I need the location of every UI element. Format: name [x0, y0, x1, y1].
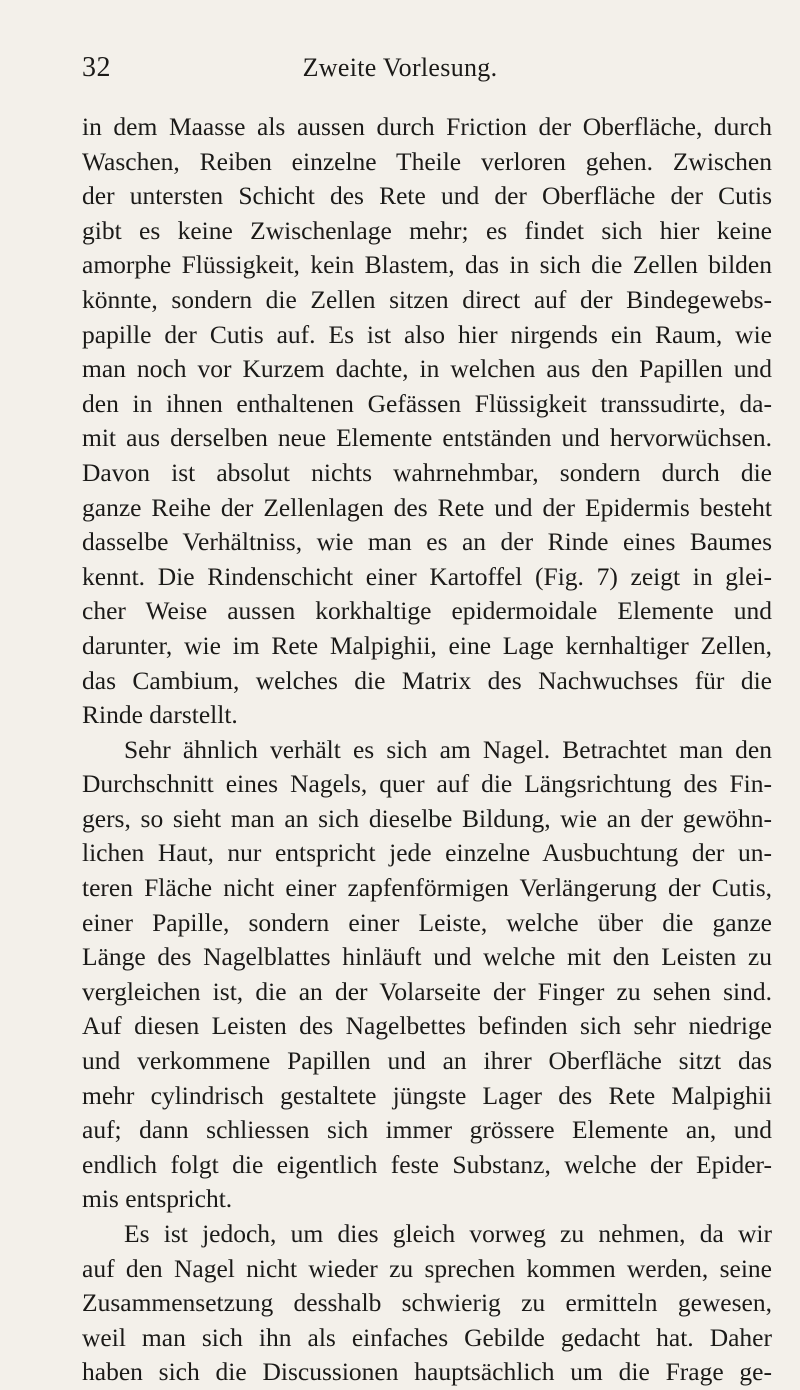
- text-line: den in ihnen enthaltenen Gefässen Flüssigkeit transsudirte, da-: [82, 388, 772, 418]
- text-line: papille der Cutis auf. Es ist also hier nirgends ein Raum, wie: [82, 319, 772, 349]
- text-line: in dem Maasse als aussen durch Friction der Oberfläche, durch: [82, 112, 772, 141]
- text-line: auf; dann schliessen sich immer grössere Elemente an, und: [82, 1115, 772, 1145]
- text-line: das Cambium, welches die Matrix des Nachwuchses für die: [82, 665, 772, 695]
- text-line: weil man sich ihn als einfaches Gebilde gedacht hat. Daher: [82, 1322, 772, 1352]
- text-line: könnte, sondern die Zellen sitzen direct auf der Bindegewebs-: [82, 284, 772, 314]
- text-line: lichen Haut, nur entspricht jede einzelne Ausbuchtung der un-: [82, 838, 772, 868]
- text-line: mit aus derselben neue Elemente entständen und hervorwüchsen.: [82, 423, 772, 453]
- text-line: Davon ist absolut nichts wahrnehmbar, sondern durch die: [82, 457, 772, 487]
- text-line: Sehr ähnlich verhält es sich am Nagel. Betrachtet man den: [124, 734, 772, 764]
- text-line: darunter, wie im Rete Malpighii, eine Lage kernhaltiger Zellen,: [82, 630, 772, 660]
- text-line: vergleichen ist, die an der Volarseite der Finger zu sehen sind.: [82, 976, 772, 1006]
- text-line: Es ist jedoch, um dies gleich vorweg zu nehmen, da wir: [124, 1219, 772, 1248]
- text-line: Zusammensetzung desshalb schwierig zu ermitteln gewesen,: [82, 1288, 772, 1318]
- text-line: man noch vor Kurzem dachte, in welchen aus den Papillen und: [82, 354, 772, 384]
- text-line: der untersten Schicht des Rete und der Oberfläche der Cutis: [82, 181, 772, 211]
- text-line: ganze Reihe der Zellenlagen des Rete und der Epidermis besteht: [82, 492, 772, 522]
- text-line: teren Fläche nicht einer zapfenförmigen Verlängerung der Cutis,: [82, 873, 772, 903]
- text-line: Durchschnitt eines Nagels, quer auf die Längsrichtung des Fin-: [82, 769, 772, 799]
- text-line: kennt. Die Rindenschicht einer Kartoffel (Fig. 7) zeigt in glei-: [82, 561, 772, 591]
- text-line: amorphe Flüssigkeit, kein Blastem, das in sich die Zellen bilden: [82, 250, 772, 280]
- text-line: dasselbe Verhältniss, wie man es an der Rinde eines Baumes: [82, 527, 772, 557]
- text-line: mehr cylindrisch gestaltete jüngste Lager des Rete Malpighii: [82, 1080, 772, 1110]
- text-line: Länge des Nagelblattes hinläuft und welche mit den Leisten zu: [82, 942, 772, 972]
- text-line: endlich folgt die eigentlich feste Substanz, welche der Epider-: [82, 1149, 772, 1179]
- text-line: mis entspricht.: [82, 1184, 233, 1214]
- page-number: 32: [82, 52, 111, 83]
- page-header: [0, 50, 800, 90]
- text-line: einer Papille, sondern einer Leiste, welche über die ganze: [82, 907, 772, 937]
- text-line: gers, so sieht man an sich dieselbe Bildung, wie an der gewöhn-: [82, 803, 772, 833]
- text-line: auf den Nagel nicht wieder zu sprechen kommen werden, seine: [82, 1253, 772, 1283]
- text-line: Rinde darstellt.: [82, 700, 238, 730]
- running-head: Zweite Vorlesung.: [302, 53, 498, 82]
- text-line: gibt es keine Zwischenlage mehr; es findet sich hier keine: [82, 215, 772, 245]
- text-line: Auf diesen Leisten des Nagelbettes befinden sich sehr niedrige: [82, 1011, 772, 1041]
- text-line: und verkommene Papillen und an ihrer Oberfläche sitzt das: [82, 1046, 772, 1076]
- text-line: haben sich die Discussionen hauptsächlich um die Frage ge-: [82, 1357, 772, 1387]
- text-line: Waschen, Reiben einzelne Theile verloren gehen. Zwischen: [82, 146, 772, 176]
- text-line: cher Weise aussen korkhaltige epidermoidale Elemente und: [82, 596, 772, 626]
- body-text: [82, 110, 772, 1390]
